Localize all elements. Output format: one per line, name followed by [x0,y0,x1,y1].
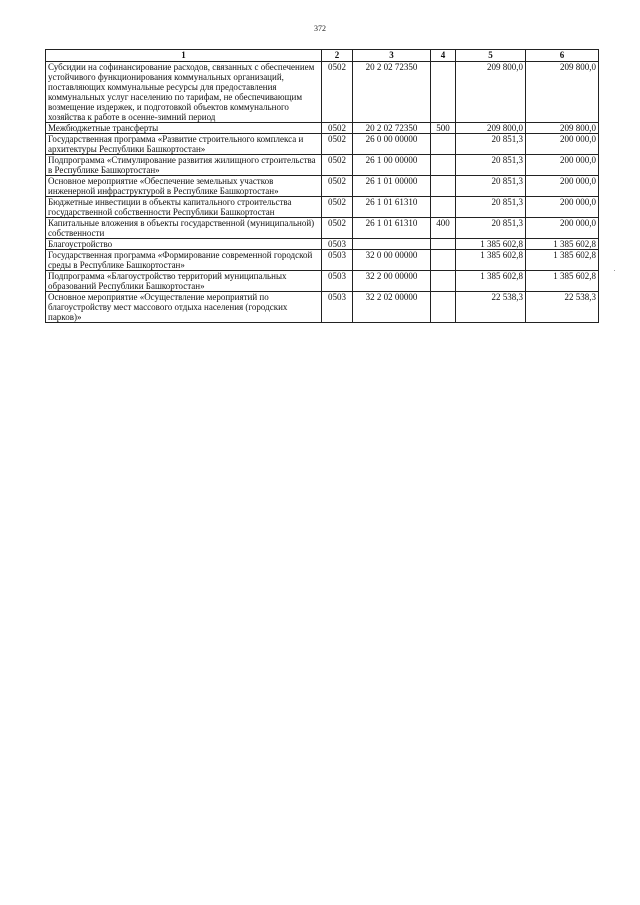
row-code-cell: 26 1 01 61310 [353,218,431,239]
row-type-cell [431,62,456,123]
row-section-cell: 0503 [322,239,353,250]
table-row [46,176,599,197]
row-value6-cell: 200 000,0 [526,134,599,155]
row-name-cell: Капитальные вложения в объекты государственной (муниципальной) собственности [46,218,322,239]
column-header-3: 3 [353,50,431,62]
row-value5-cell: 20 851,3 [456,197,526,218]
row-value5-cell: 20 851,3 [456,176,526,197]
row-name-cell: Бюджетные инвестиции в объекты капитального строительства государственной собственности Республики Башкортостан [46,197,322,218]
column-header-5: 5 [456,50,526,62]
row-code-cell: 26 0 00 00000 [353,134,431,155]
row-value6-cell: 209 800,0 [526,123,599,134]
row-code-cell: 32 2 00 00000 [353,271,431,292]
row-name-cell: Благоустройство [46,239,322,250]
row-value6-cell: 22 538,3 [526,292,599,323]
row-section-cell: 0502 [322,176,353,197]
row-code-cell: 26 1 01 61310 [353,197,431,218]
row-type-cell [431,271,456,292]
table-row [46,218,599,239]
column-header-2: 2 [322,50,353,62]
row-code-cell: 32 0 00 00000 [353,250,431,271]
row-section-cell: 0503 [322,271,353,292]
row-name-cell: Субсидии на софинансирование расходов, связанных с обеспечением устойчивого функционирования коммунальных организаций, поставляющих коммунальные ресурсы для предоставления коммунальных услуг населению по тарифам, не обеспечивающим возмещение издержек, и подготовкой объектов коммунального хозяйства к работе в осенне-зимний период [46,62,322,123]
row-type-cell [431,250,456,271]
row-code-cell: 20 2 02 72350 [353,123,431,134]
row-type-cell [431,176,456,197]
row-name-cell: Основное мероприятие «Осуществление мероприятий по благоустройству мест массового отдыха населения (городских парков)» [46,292,322,323]
budget-table [45,49,599,323]
table-row [46,271,599,292]
row-section-cell: 0502 [322,218,353,239]
row-code-cell: 32 2 02 00000 [353,292,431,323]
row-code-cell: 26 1 01 00000 [353,176,431,197]
row-value6-cell: 1 385 602,8 [526,239,599,250]
row-value6-cell: 1 385 602,8 [526,271,599,292]
row-section-cell: 0502 [322,197,353,218]
table-row [46,197,599,218]
column-header-6: 6 [526,50,599,62]
row-section-cell: 0503 [322,250,353,271]
row-code-cell [353,239,431,250]
row-value5-cell: 20 851,3 [456,218,526,239]
row-value6-cell: 1 385 602,8 [526,250,599,271]
row-name-cell: Межбюджетные трансферты [46,123,322,134]
row-type-cell [431,155,456,176]
row-type-cell [431,292,456,323]
row-value5-cell: 1 385 602,8 [456,250,526,271]
row-value6-cell: 200 000,0 [526,176,599,197]
scan-mark [614,270,615,271]
row-name-cell: Основное мероприятие «Обеспечение земельных участков инженерной инфраструктурой в Республике Башкортостан» [46,176,322,197]
row-value6-cell: 209 800,0 [526,62,599,123]
column-header-4: 4 [431,50,456,62]
row-name-cell: Государственная программа «Развитие строительного комплекса и архитектуры Республики Башкортостан» [46,134,322,155]
row-code-cell: 26 1 00 00000 [353,155,431,176]
table-body [46,62,599,323]
row-section-cell: 0502 [322,62,353,123]
row-section-cell: 0503 [322,292,353,323]
row-type-cell [431,239,456,250]
row-section-cell: 0502 [322,134,353,155]
table-row [46,239,599,250]
table-row [46,155,599,176]
row-value6-cell: 200 000,0 [526,218,599,239]
table-row [46,134,599,155]
row-type-cell [431,134,456,155]
header-row [46,50,599,62]
row-section-cell: 0502 [322,123,353,134]
row-value6-cell: 200 000,0 [526,197,599,218]
table-row [46,292,599,323]
row-name-cell: Государственная программа «Формирование современной городской среды в Республике Башкортостан» [46,250,322,271]
column-header-1: 1 [46,50,322,62]
table-row [46,123,599,134]
row-value5-cell: 20 851,3 [456,134,526,155]
row-value5-cell: 209 800,0 [456,123,526,134]
row-code-cell: 20 2 02 72350 [353,62,431,123]
row-value5-cell: 209 800,0 [456,62,526,123]
row-name-cell: Подпрограмма «Благоустройство территорий муниципальных образований Республики Башкортостан» [46,271,322,292]
table-header [46,50,599,62]
row-value5-cell: 20 851,3 [456,155,526,176]
row-value6-cell: 200 000,0 [526,155,599,176]
row-type-cell [431,197,456,218]
row-value5-cell: 1 385 602,8 [456,271,526,292]
table-row [46,62,599,123]
table-row [46,250,599,271]
row-type-cell: 400 [431,218,456,239]
row-section-cell: 0502 [322,155,353,176]
page-number: 372 [314,24,326,33]
row-value5-cell: 22 538,3 [456,292,526,323]
row-name-cell: Подпрограмма «Стимулирование развития жилищного строительства в Республике Башкортостан» [46,155,322,176]
row-type-cell: 500 [431,123,456,134]
row-value5-cell: 1 385 602,8 [456,239,526,250]
